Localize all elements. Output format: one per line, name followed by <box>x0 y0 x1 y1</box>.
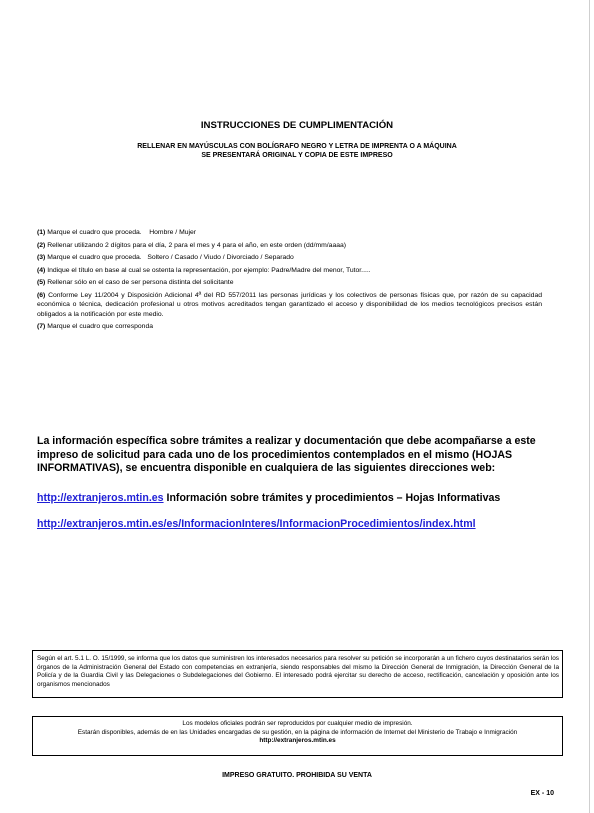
data-protection-text: Según el art. 5.1 L. O. 15/1999, se informa que los datos que suministren los interesados necesarios para resolver su petición se incorporarán a un fichero cuyos destinatarios serán los órganos de la Administración General del Estado con competencias en extranjería, siendo responsables del mismo la Dirección General de Inmigración, la Dirección General de la Policía y de la Guardia Civil y las Delegaciones o Subdelegaciones del Gobierno. El interesado podrá ejercitar su derecho de acceso, rectificación, cancelación y oposición ante los organismos mencionados <box>37 655 559 688</box>
note-item <box>37 266 542 276</box>
note-text: Marque el cuadro que corresponda <box>47 323 153 330</box>
note-number: (6) <box>37 291 46 299</box>
note-text: Rellenar sólo en el caso de ser persona distinta del solicitante <box>47 279 234 286</box>
info-link-row <box>37 492 567 504</box>
official-models-notice <box>32 716 563 756</box>
page-title: INSTRUCCIONES DE CUMPLIMENTACIÓN <box>200 120 394 131</box>
note-item <box>37 253 542 263</box>
note-item <box>37 278 542 288</box>
note-text: Marque el cuadro que proceda. <box>47 229 142 236</box>
note-text: Marque el cuadro que proceda. <box>47 254 142 261</box>
note-item <box>37 241 542 251</box>
note-text: Conforme Ley 11/2004 y Disposición Adicional 4ª del RD 557/2011 las personas jurídicas y los colectivos de personas físicas que, por razón de su capacidad económica o técnica, dedicación profesional u otros motivos acreditados tengan garantizado el acceso y disponibilidad de los medios tecnológicos precisos están obligados a la notificación por este medio. <box>37 291 543 318</box>
fill-instruction: RELLENAR EN MAYÚSCULAS CON BOLÍGRAFO NEGRO Y LETRA DE IMPRENTA O A MÁQUINA <box>137 143 457 150</box>
note-number: (4) <box>37 266 46 274</box>
note-item <box>37 291 542 320</box>
procedures-link-row <box>37 518 567 530</box>
note-text: Rellenar utilizando 2 dígitos para el día, 2 para el mes y 4 para el año, en este orden (dd/mm/aaaa) <box>47 241 347 249</box>
models-url: http://extranjeros.mtin.es <box>259 737 336 745</box>
note-options: Soltero / Casado / Viudo / Divorciado / Separado <box>147 254 294 261</box>
note-number: (1) <box>37 229 46 236</box>
models-line-2: Estarán disponibles, además de en las Unidades encargadas de su gestión, en la página de información de Internet del Ministerio de Trabajo e Inmigración <box>77 728 518 736</box>
note-text: Indique el título en base al cual se ostenta la representación, por ejemplo: Padre/Madre del menor, Tutor..... <box>47 266 371 274</box>
models-line-1: Los modelos oficiales podrán ser reproducidos por cualquier medio de impresión. <box>182 720 413 727</box>
note-item <box>37 228 542 238</box>
note-number: (3) <box>37 254 46 261</box>
info-paragraph: La información específica sobre trámites a realizar y documentación que debe acompañarse a este impreso de solicitud para cada uno de los procedimientos contemplados en el mismo (HOJAS INFORMATIVAS), se encuentra disponible en cualquiera de las siguientes direcciones web: <box>37 435 536 474</box>
link-description: Información sobre trámites y procedimientos – Hojas Informativas <box>163 492 501 504</box>
note-number: (2) <box>37 241 46 249</box>
notes-list <box>37 228 542 335</box>
copy-instruction: SE PRESENTARÁ ORIGINAL Y COPIA DE ESTE IMPRESO <box>201 152 393 159</box>
data-protection-notice <box>32 650 563 698</box>
note-options: Hombre / Mujer <box>149 229 197 236</box>
note-item <box>37 322 542 332</box>
note-number: (7) <box>37 323 46 330</box>
form-code: EX - 10 <box>530 790 554 797</box>
free-form-notice: IMPRESO GRATUITO. PROHIBIDA SU VENTA <box>222 772 372 779</box>
extranjeros-link[interactable]: http://extranjeros.mtin.es <box>37 492 164 504</box>
procedures-link[interactable]: http://extranjeros.mtin.es/es/InformacionInteres/InformacionProcedimientos/index.html <box>37 518 476 530</box>
note-number: (5) <box>37 279 46 286</box>
